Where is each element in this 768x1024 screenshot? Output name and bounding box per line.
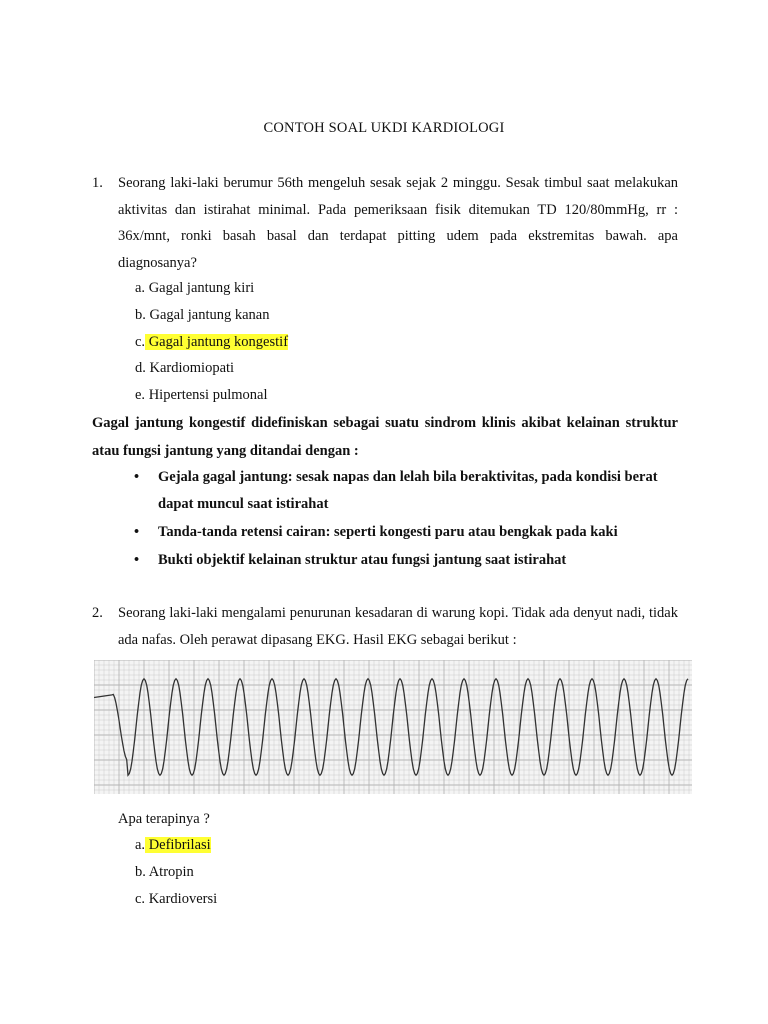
bullet-icon: • xyxy=(134,552,140,568)
question-1 xyxy=(92,170,678,276)
answer-highlight: Defibrilasi xyxy=(145,837,211,853)
document-title: CONTOH SOAL UKDI KARDIOLOGI xyxy=(263,120,505,136)
bullet-item: • Bukti objektif kelainan struktur atau fungsi jantung saat istirahat xyxy=(134,547,680,574)
bullet-icon: • xyxy=(134,469,140,485)
option-1b: b. Gagal jantung kanan xyxy=(135,306,270,323)
option-1e: e. Hipertensi pulmonal xyxy=(135,387,268,404)
option-2c: c. Kardioversi xyxy=(135,890,218,907)
question-1-text: Seorang laki-laki berumur 56th mengeluh sesak sejak 2 minggu. Sesak timbul saat melakukan aktivitas dan istirahat minimal. Pada pemeriksaan fisik ditemukan TD 120/80mmHg, rr : 36x/mnt, ronki basah basal dan terdapat pitting udem pada ekstremitas bawah. apa diagnosanya? xyxy=(118,175,678,271)
bullet-icon: • xyxy=(134,524,140,540)
question-1-options xyxy=(135,275,288,409)
option-2a-correct: a. Defibrilasi xyxy=(135,837,211,853)
question-2-number: 2. xyxy=(92,605,103,621)
bullet-item: • Tanda-tanda retensi cairan: seperti kongesti paru atau bengkak pada kaki xyxy=(134,519,680,546)
option-1a: a. Gagal jantung kiri xyxy=(135,280,255,296)
option-2b: b. Atropin xyxy=(135,863,194,880)
explanation-bullets xyxy=(134,464,680,575)
question-2 xyxy=(92,600,678,653)
question-1-number: 1. xyxy=(92,175,103,191)
question-2-text: Seorang laki-laki mengalami penurunan kesadaran di warung kopi. Tidak ada denyut nadi, tidak ada nafas. Oleh perawat dipasang EKG. Hasil EKG sebagai berikut : xyxy=(118,605,678,648)
option-1c-correct: c. Gagal jantung kongestif xyxy=(135,333,289,350)
bullet-item: • Gejala gagal jantung: sesak napas dan lelah bila beraktivitas, pada kondisi berat dapat muncul saat istirahat xyxy=(134,464,680,518)
question-2-options xyxy=(135,832,217,912)
explanation-intro: Gagal jantung kongestif didefiniskan sebagai suatu sindrom klinis akibat kelainan struktur atau fungsi jantung yang ditandai dengan : xyxy=(92,415,678,459)
ekg-strip xyxy=(94,660,692,794)
answer-highlight: Gagal jantung kongestif xyxy=(145,333,289,350)
option-1d: d. Kardiomiopati xyxy=(135,360,235,377)
question-2-prompt: Apa terapinya ? xyxy=(118,811,210,827)
